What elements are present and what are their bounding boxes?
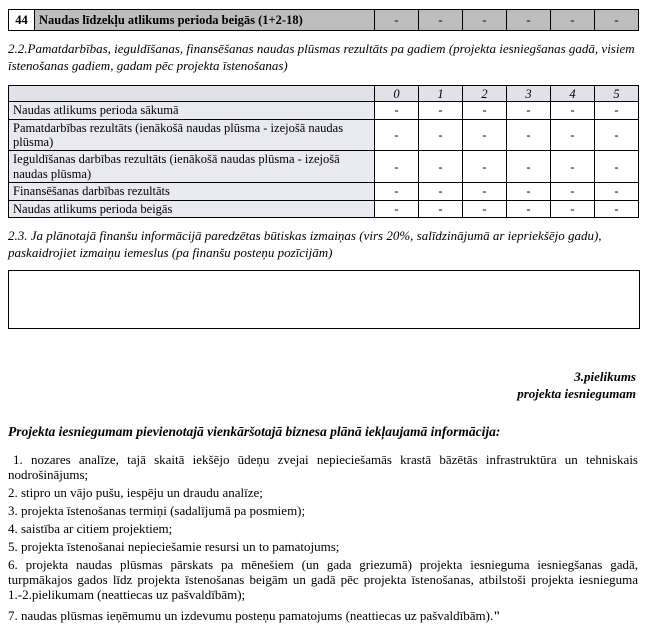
cell-value: -: [463, 102, 507, 119]
cell-value: -: [419, 119, 463, 151]
annex-line-2: projekta iesniegumam: [517, 385, 636, 401]
section-2-2-text: 2.2.Pamatdarbības, ieguldīšanas, finansēšanas naudas plūsmas rezultāts pa gadiem (projekta iesniegšanas gadā, visiem īstenošanas gadiem, gadam pēc projekta īstenošanas): [8, 41, 635, 74]
cell-value: -: [375, 102, 419, 119]
cell-value: -: [595, 102, 639, 119]
answer-box: [8, 270, 640, 329]
cell-value: -: [551, 183, 595, 200]
list-item-text: 7. naudas plūsmas ieņēmumu un izdevumu posteņu pamatojums (neattiecas uz pašvaldībām).: [8, 607, 494, 623]
row-44-value: -: [551, 10, 595, 31]
header-cell-year-0: 0: [375, 86, 419, 102]
table-row: [9, 200, 639, 217]
row-44-label: Naudas līdzekļu atlikums perioda beigās (1+2-18): [35, 10, 375, 31]
row-44-table: [8, 9, 639, 31]
cell-value: -: [375, 183, 419, 200]
row-44-value: -: [507, 10, 551, 31]
row-44-number: 44: [9, 10, 35, 31]
table-row: [9, 102, 639, 119]
cell-value: -: [507, 119, 551, 151]
cell-value: -: [551, 200, 595, 217]
list-item: 2. stipro un vājo pušu, iespēju un draudu analīze;: [8, 485, 263, 501]
annex-line-1: 3.pielikums: [574, 369, 636, 385]
cell-value: -: [463, 183, 507, 200]
row-44-value: -: [463, 10, 507, 31]
cell-value: -: [419, 200, 463, 217]
row-label: Finansēšanas darbības rezultāts: [9, 183, 375, 200]
business-plan-heading: Projekta iesniegumam pievienotajā vienkāršotajā biznesa plānā iekļaujamā informācija:: [8, 423, 501, 439]
closing-quote: ": [493, 607, 501, 623]
cell-value: -: [419, 183, 463, 200]
row-label: Naudas atlikums perioda sākumā: [9, 102, 375, 119]
cell-value: -: [507, 200, 551, 217]
list-item: 1. nozares analīze, tajā skaitā iekšējo ūdeņu zvejai nepieciešamās krastā bāzētās infrastruktūra un tehniskais nodrošinājums;: [8, 452, 638, 483]
header-cell-year-3: 3: [507, 86, 551, 102]
info-list: [8, 453, 638, 623]
list-item: 3. projekta īstenošanas termiņi (sadalījumā pa posmiem);: [8, 503, 306, 519]
header-cell-year-4: 4: [551, 86, 595, 102]
table-row: [9, 10, 639, 31]
cell-value: -: [463, 119, 507, 151]
list-item: 4. saistība ar citiem projektiem;: [8, 521, 173, 537]
annex-reference: [8, 369, 638, 402]
cell-value: -: [463, 151, 507, 183]
cell-value: -: [419, 102, 463, 119]
cell-value: -: [507, 102, 551, 119]
section-2-3-text: 2.3. Ja plānotajā finanšu informācijā paredzētas būtiskas izmaiņas (virs 20%, salīdzinājumā ar iepriekšējo gadu), paskaidrojiet izmaiņu iemeslus (pa finanšu posteņu pozīcijām): [8, 227, 602, 261]
header-cell-year-5: 5: [595, 86, 639, 102]
row-label: Ieguldīšanas darbības rezultāts (ienākošā naudas plūsma - izejošā naudas plūsma): [9, 151, 375, 183]
cell-value: -: [375, 200, 419, 217]
table-row: [9, 151, 639, 183]
cell-value: -: [595, 183, 639, 200]
cell-value: -: [375, 119, 419, 151]
cell-value: -: [595, 200, 639, 217]
list-item: [8, 609, 638, 624]
row-44-value: -: [419, 10, 463, 31]
cell-value: -: [551, 102, 595, 119]
cell-value: -: [595, 119, 639, 151]
list-item: 5. projekta īstenošanai nepieciešamie resursi un to pamatojums;: [8, 539, 340, 555]
cashflow-table: [8, 85, 639, 218]
row-label: Pamatdarbības rezultāts (ienākošā naudas plūsma - izejošā naudas plūsma): [9, 119, 375, 151]
row-44-value: -: [595, 10, 639, 31]
header-cell-blank: [9, 86, 375, 102]
cell-value: -: [551, 151, 595, 183]
cell-value: -: [375, 151, 419, 183]
cell-value: -: [595, 151, 639, 183]
table-row: [9, 183, 639, 200]
cell-value: -: [507, 151, 551, 183]
row-label: Naudas atlikums perioda beigās: [9, 200, 375, 217]
list-item: 6. projekta naudas plūsmas pārskats pa mēnešiem (un gada griezumā) projekta iesnieguma iesniegšanas gadā, turpmākajos gados līdz projekta īstenošanas beigām un gadā pēc projekta īstenošanas, atbilstoši projekta iesnieguma 1.-2.pielikumam (neattiecas uz pašvaldībām);: [8, 557, 638, 602]
cell-value: -: [463, 200, 507, 217]
row-44-value: -: [375, 10, 419, 31]
cell-value: -: [419, 151, 463, 183]
cell-value: -: [551, 119, 595, 151]
cashflow-header-row: [9, 86, 639, 102]
table-row: [9, 119, 639, 151]
header-cell-year-1: 1: [419, 86, 463, 102]
header-cell-year-2: 2: [463, 86, 507, 102]
cell-value: -: [507, 183, 551, 200]
